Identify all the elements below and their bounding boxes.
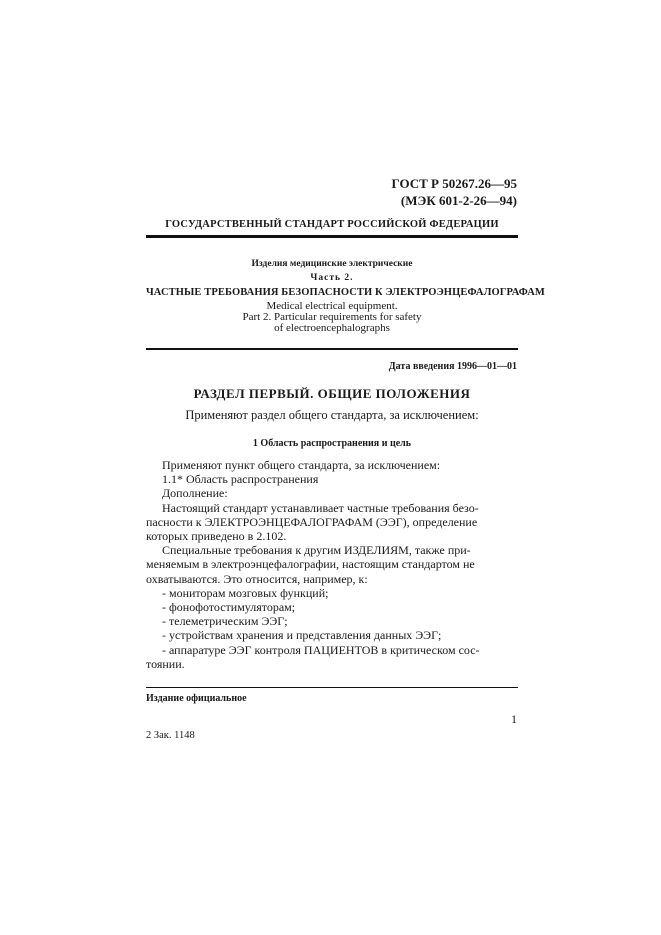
main-title: ЧАСТНЫЕ ТРЕБОВАНИЯ БЕЗОПАСНОСТИ К ЭЛЕКТРОЭНЦЕФАЛОГРАФАМ [146, 287, 545, 298]
subsection-heading: 1 Область распространения и цель [252, 438, 412, 449]
body-line: Специальные требования к другим ИЗДЕЛИЯМ, также при- [162, 543, 471, 558]
standard-code: ГОСТ Р 50267.26—95 [391, 176, 517, 191]
footer-rule [146, 687, 518, 688]
english-title-line3: of electroencephalographs [274, 322, 390, 334]
standard-designation [392, 175, 517, 209]
order-note: 2 Зак. 1148 [146, 730, 195, 741]
title-rule [146, 348, 518, 350]
product-title: Изделия медицинские электрические [251, 259, 413, 269]
header-rule [146, 235, 518, 238]
section-title: РАЗДЕЛ ПЕРВЫЙ. ОБЩИЕ ПОЛОЖЕНИЯ [193, 386, 471, 401]
body-line: тоянии. [146, 656, 185, 671]
introduction-date: Дата введения 1996—01—01 [388, 361, 517, 372]
body-line: которых приведено в 2.102. [146, 529, 287, 544]
body-line: 1.1* Область распространения [162, 472, 319, 487]
iec-code: (МЭК 601-2-26—94) [400, 193, 517, 208]
part-title: Часть 2. [310, 273, 354, 283]
english-title-line1: Medical electrical equipment. [266, 300, 398, 312]
list-item: - аппаратуре ЭЭГ контроля ПАЦИЕНТОВ в критическом сос- [162, 642, 480, 657]
page-number: 1 [511, 712, 517, 726]
body-line: Применяют пункт общего стандарта, за исключением: [162, 458, 441, 472]
english-title-line2: Part 2. Particular requirements for safety [242, 311, 422, 323]
body-line: пасности к ЭЛЕКТРОЭНЦЕФАЛОГРАФАМ (ЭЭГ), определение [146, 514, 478, 529]
body-line: Настоящий стандарт устанавливает частные требования безо- [162, 500, 479, 515]
body-text [146, 458, 518, 671]
body-line: охватываются. Это относится, например, к: [146, 571, 368, 586]
list-item: - устройствам хранения и представления данных ЭЭГ; [162, 628, 442, 643]
section-lead: Применяют раздел общего стандарта, за исключением: [185, 408, 479, 422]
state-standard-heading: ГОСУДАРСТВЕННЫЙ СТАНДАРТ РОССИЙСКОЙ ФЕДЕРАЦИИ [165, 219, 499, 230]
body-line: Дополнение: [162, 486, 228, 501]
edition-note: Издание официальное [146, 693, 247, 704]
body-line: меняемым в электроэнцефалографии, настоящим стандартом не [146, 557, 475, 572]
list-item: - мониторам мозговых функций; [162, 585, 329, 600]
list-item: - фонофотостимуляторам; [162, 600, 296, 615]
title-block [146, 258, 545, 334]
list-item: - телеметрическим ЭЭГ; [162, 614, 288, 629]
